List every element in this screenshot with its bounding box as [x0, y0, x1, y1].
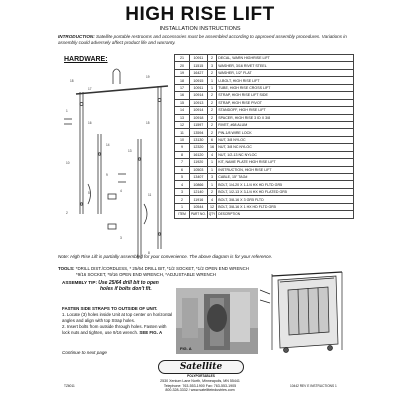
- part-no-cell: 13407: [190, 174, 208, 181]
- svg-text:11: 11: [148, 193, 152, 197]
- parts-table: [174, 54, 354, 219]
- continue-text: Continue to next page: [62, 350, 107, 355]
- address-line-1: 2530 Xenium Lane North, Minneapolis, MN 55441: [160, 379, 240, 383]
- description-cell: SPACER, HIGH RISE 3 ID X 3/8: [217, 114, 354, 121]
- fig-a-photo: [176, 288, 258, 354]
- qty-cell: 3: [207, 174, 217, 181]
- description-cell: DECAL, WARN HIGHRISE LIFT: [217, 55, 354, 62]
- qty-cell: 2: [207, 188, 217, 195]
- svg-text:8: 8: [148, 251, 150, 255]
- item-cell: 21: [175, 55, 190, 62]
- diagram-note: Note: High Rise Lift is partially assembled for your convenience. The above diagram is for your reference.: [58, 254, 273, 259]
- description-cell: WASHER, 3/16 RIVET STEEL: [217, 62, 354, 69]
- hardware-diagram: [58, 64, 176, 274]
- parts-table-row: [175, 114, 354, 121]
- qty-cell: 16: [207, 144, 217, 151]
- tip-text: Use 25/64 drill bit to open: [98, 280, 159, 286]
- qty-cell: 1: [207, 181, 217, 188]
- item-cell: 3: [175, 188, 190, 195]
- part-no-cell: 12320: [190, 144, 208, 151]
- svg-text:16: 16: [88, 121, 92, 125]
- description-cell: RIVET, #68 ALUM: [217, 121, 354, 128]
- item-cell: 11: [175, 129, 190, 136]
- parts-table-row: [175, 144, 354, 151]
- qty-cell: 6: [207, 136, 217, 143]
- satellite-logo: [158, 360, 244, 374]
- part-no-cell: 13594: [190, 129, 208, 136]
- parts-table-row: [175, 196, 354, 203]
- part-no-cell: 10913: [190, 99, 208, 106]
- item-cell: 6: [175, 166, 190, 173]
- header-cell: ITEM: [175, 211, 190, 218]
- description-cell: BOLT, 3/8-16 X 1 HX HD FLTD GR5: [217, 203, 354, 210]
- qty-cell: 12: [207, 203, 217, 210]
- straps-heading: FASTEN SIDE STRAPS TO OUTSIDE OF UNIT.: [62, 306, 158, 311]
- svg-text:14: 14: [106, 143, 110, 147]
- tools-line-1: *DRILL DIST./CORDLESS, * 25/64 DRILL BIT, *1/2 SOCKET, *1/2 OPEN END WRENCH: [75, 266, 249, 271]
- qty-cell: 2: [207, 69, 217, 76]
- description-cell: BOLT, 1/4-20 X 1-1/4 HX HD FLTD GR5: [217, 181, 354, 188]
- parts-table-row: [175, 62, 354, 69]
- item-cell: 19: [175, 69, 190, 76]
- qty-cell: 1: [207, 159, 217, 166]
- qty-cell: 2: [207, 114, 217, 121]
- part-no-cell: 10911: [190, 55, 208, 62]
- svg-text:1: 1: [66, 109, 68, 113]
- qty-cell: 1: [207, 84, 217, 91]
- tools-line-2: *9/16 SOCKET, *9/16 OPEN END WRENCH, *ADJUSTABLE WRENCH: [76, 272, 216, 277]
- part-no-cell: 13130: [190, 136, 208, 143]
- item-cell: 16: [175, 92, 190, 99]
- qty-cell: 4: [207, 151, 217, 158]
- description-cell: STANDOFF, HIGH RISE LIFT: [217, 107, 354, 114]
- header-cell: PART NO.: [191, 212, 206, 217]
- parts-table-row: [175, 181, 354, 188]
- qty-cell: 2: [207, 55, 217, 62]
- page-subtitle: INSTALLATION INSTRUCTIONS: [159, 26, 241, 32]
- part-no-cell: 10503: [190, 166, 208, 173]
- qty-cell: 2: [207, 92, 217, 99]
- fig-a-label: FIG. A: [180, 346, 192, 351]
- parts-table-row: [175, 166, 354, 173]
- intro-label: INTRODUCTION:: [58, 34, 95, 39]
- part-no-cell: 10915: [190, 77, 208, 84]
- svg-text:2: 2: [66, 211, 68, 215]
- unit-illustration: [258, 270, 344, 354]
- qty-cell: 4: [207, 196, 217, 203]
- svg-text:4: 4: [120, 189, 122, 193]
- parts-table-row: [175, 107, 354, 114]
- qty-cell: 2: [207, 129, 217, 136]
- svg-text:19: 19: [146, 75, 150, 79]
- description-cell: STRAP, HIGH RISE PIVOT: [217, 99, 354, 106]
- parts-table-row: [175, 174, 354, 181]
- qty-cell: 1: [207, 77, 217, 84]
- description-cell: TUBE, HIGH RISE CROSS LIFT: [217, 84, 354, 91]
- intro-text: Satellite portable restrooms and accessories must be assembled according to approved assembly procedures. Variations in assembly could adversely affect product life and warranty.: [58, 34, 347, 45]
- description-cell: PIN-1/8 WIRE LOCK: [217, 129, 354, 136]
- tip-text-2: holes if bolts don't fit.: [100, 286, 152, 292]
- description-cell: BOLT, 3/8-16 X 3 GR5 FLTD: [217, 196, 354, 203]
- parts-table-row: [175, 92, 354, 99]
- header-cell: DESCRIPTION: [217, 211, 354, 218]
- item-cell: 8: [175, 151, 190, 158]
- description-cell: NUT, 3/8 NC NYLOC: [217, 144, 354, 151]
- svg-text:5: 5: [88, 191, 90, 195]
- parts-table-header: [175, 211, 354, 218]
- item-cell: 5: [175, 174, 190, 181]
- description-cell: STRAP, HIGH RISE LIFT SIDE: [217, 92, 354, 99]
- parts-table-row: [175, 159, 354, 166]
- part-no-cell: 10544: [190, 203, 208, 210]
- qty-cell: 2: [207, 107, 217, 114]
- logo-subtext: POLYPORTABLES: [187, 374, 215, 378]
- part-no-cell: 11597: [190, 121, 208, 128]
- svg-text:9: 9: [106, 173, 108, 177]
- parts-table-row: [175, 203, 354, 210]
- footer-doc-code: TZ6011: [64, 384, 75, 388]
- assembly-tip: [62, 280, 159, 292]
- tip-label: ASSEMBLY TIP:: [62, 280, 97, 285]
- straps-step-2: 2. Insert bolts from outside through holes. Fasten with lock nuts and tighten, use 9/16 wrench. SEE FIG. A: [62, 324, 167, 335]
- straps-step-1: 1. Locate (3) holes inside Unit at top center on horizontal angles and align with top Strap holes.: [62, 312, 173, 323]
- description-cell: KIT, NAME PLATE HIGH RISE LIFT: [217, 159, 354, 166]
- tools-label: TOOLS:: [58, 266, 75, 271]
- header-cell: QTY: [208, 212, 216, 217]
- part-no-cell: 11920: [190, 159, 208, 166]
- part-no-cell: 10911: [190, 84, 208, 91]
- description-cell: INSTRUCTION, HIGH RISE LIFT: [217, 166, 354, 173]
- part-no-cell: 10914: [190, 107, 208, 114]
- part-no-cell: 11515: [190, 62, 208, 69]
- item-cell: 12: [175, 121, 190, 128]
- qty-cell: 3: [207, 62, 217, 69]
- parts-table-row: [175, 77, 354, 84]
- description-cell: NUT, 1/2-13 NC NYLOC: [217, 151, 354, 158]
- company-address: [120, 379, 280, 393]
- item-cell: 14: [175, 107, 190, 114]
- parts-table-row: [175, 136, 354, 143]
- intro-paragraph: [58, 34, 348, 46]
- item-cell: 15: [175, 99, 190, 106]
- description-cell: CABLE, 15" TAG#: [217, 174, 354, 181]
- item-cell: 4: [175, 181, 190, 188]
- footer-revision: 10442 REV E INSTRUCTIONS 1: [290, 384, 337, 388]
- part-no-cell: 16120: [190, 151, 208, 158]
- part-no-cell: 10866: [190, 181, 208, 188]
- item-cell: 9: [175, 144, 190, 151]
- parts-table-row: [175, 121, 354, 128]
- parts-table-row: [175, 188, 354, 195]
- parts-table-row: [175, 129, 354, 136]
- svg-text:3: 3: [120, 236, 122, 240]
- part-no-cell: 10914: [190, 92, 208, 99]
- qty-cell: 1: [207, 166, 217, 173]
- description-cell: U-BOLT, HIGH RISE LIFT: [217, 77, 354, 84]
- item-cell: 7: [175, 159, 190, 166]
- svg-text:10: 10: [66, 161, 70, 165]
- parts-table-row: [175, 69, 354, 76]
- qty-cell: 2: [207, 99, 217, 106]
- svg-text:15: 15: [146, 121, 150, 125]
- svg-text:17: 17: [88, 87, 92, 91]
- address-line-3: 800-328-3332 / www.satelliteindustries.com: [165, 388, 235, 393]
- logo-name: Satellite: [179, 362, 223, 372]
- description-cell: WASHER, 1/2" FLAT: [217, 69, 354, 76]
- item-cell: 17: [175, 84, 190, 91]
- description-cell: BOLT, 1/2-13 X 3-1/4 HX HD FLATED GR5: [217, 188, 354, 195]
- item-cell: 2: [175, 196, 190, 203]
- parts-table-row: [175, 151, 354, 158]
- item-cell: 1: [175, 203, 190, 210]
- item-cell: 18: [175, 77, 190, 84]
- svg-text:13: 13: [128, 149, 132, 153]
- parts-table-row: [175, 84, 354, 91]
- parts-table-row: [175, 55, 354, 62]
- hardware-label: HARDWARE:: [64, 56, 108, 63]
- svg-text:18: 18: [70, 79, 74, 83]
- page-title: HIGH RISE LIFT: [125, 4, 275, 25]
- part-no-cell: 16427: [190, 69, 208, 76]
- address-line-2: Telephone: 763-553-1900 Fax: 763-553-1905: [163, 383, 237, 388]
- item-cell: 10: [175, 136, 190, 143]
- part-no-cell: 11916: [190, 196, 208, 203]
- part-no-cell: 10918: [190, 114, 208, 121]
- straps-see-fig: SEE FIG. A: [139, 330, 163, 335]
- qty-cell: 2: [207, 121, 217, 128]
- straps-section: [62, 306, 174, 336]
- description-cell: NUT, 3/8 NYLOC: [217, 136, 354, 143]
- parts-table-row: [175, 99, 354, 106]
- item-cell: 13: [175, 114, 190, 121]
- item-cell: 20: [175, 62, 190, 69]
- part-no-cell: 12140: [190, 188, 208, 195]
